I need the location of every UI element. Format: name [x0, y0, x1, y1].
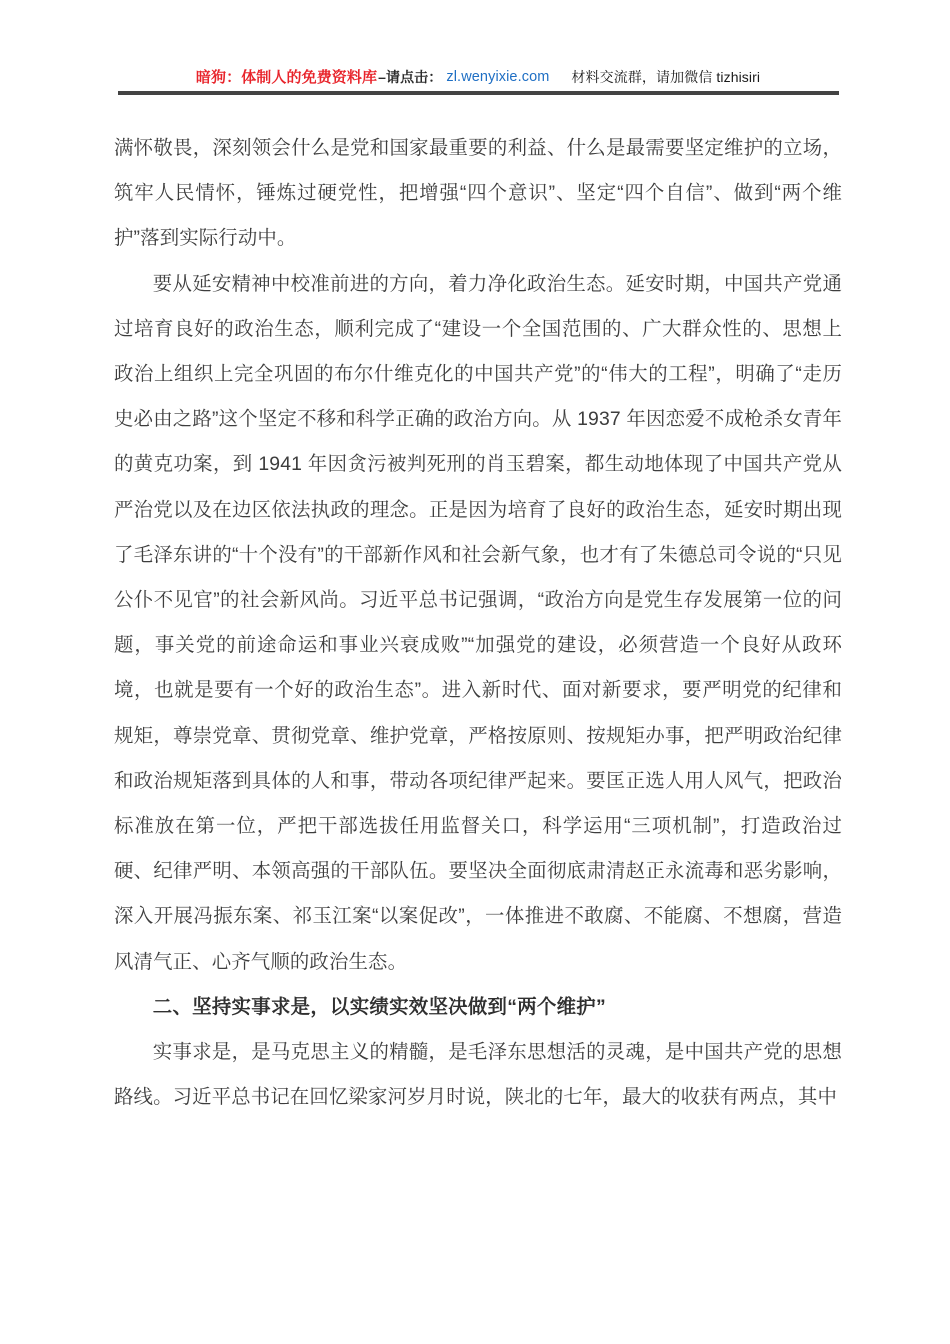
paragraph-continuation: 满怀敬畏，深刻领会什么是党和国家最重要的利益、什么是最需要坚定维护的立场，筑牢人民情怀，锤炼过硬党性，把增强“四个意识”、坚定“四个自信”、做到“两个维护”落到实际行动中。 — [114, 137, 842, 250]
paragraph-yanan-spirit: 要从延安精神中校准前进的方向，着力净化政治生态。延安时期，中国共产党通过培育良好的政治生态，顺利完成了“建设一个全国范围的、广大群众性的、思想上政治上组织上完全巩固的布尔什维克化的中国共产党”的“伟大的工程”，明确了“走历史必由之路”这个坚定不移和科学正确的政治方向。从 1937 年因恋爱不成枪杀女青年的黄克功案，到 1941 年因贪污被判死刑的肖玉碧案，都生动地体现了中国共产党从严治党以及在边区依法执政的理念。正是因为培育了良好的政治生态，延安时期出现了毛泽东讲的“十个没有”的干部新作风和社会新气象，也才有了朱德总司令说的“只见公仆不见官”的社会新风尚。习近平总书记强调，“政治方向是党生存发展第一位的问题，事关党的前途命运和事业兴衰成败”“加强党的建设，必须营造一个良好从政环境，也就是要有一个好的政治生态”。进入新时代、面对新要求，要严明党的纪律和规矩，尊崇党章、贯彻党章、维护党章，严格按原则、按规矩办事，把严明政治纪律和政治规矩落到具体的人和事，带动各项纪律严起来。要匡正选人用人风气，把政治标准放在第一位，严把干部选拔任用监督关口，科学运用“三项机制”，打造政治过硬、纪律严明、本领高强的干部队伍。要坚决全面彻底肃清赵正永流毒和恶劣影响，深入开展冯振东案、祁玉江案“以案促改”，一体推进不敢腐、不能腐、不想腐，营造风清气正、心齐气顺的政治生态。 — [114, 272, 842, 973]
section-heading-two: 二、坚持实事求是，以实绩实效坚决做到“两个维护” — [152, 995, 606, 1018]
promo-wechat-note: 材料交流群，请加微信 tizhisiri — [571, 69, 761, 85]
promo-click-label: –请点击： — [378, 69, 443, 85]
document-body — [114, 126, 842, 1120]
promo-banner — [118, 62, 838, 92]
header-divider — [118, 91, 839, 95]
promo-brand-label: 暗狗：体制人的免费资料库 — [195, 68, 378, 86]
paragraph-shishiqiushi: 实事求是，是马克思主义的精髓，是毛泽东思想活的灵魂，是中国共产党的思想路线。习近平总书记在回忆梁家河岁月时说，陕北的七年，最大的收获有两点，其中 — [114, 1041, 842, 1109]
promo-url-link[interactable]: zl.wenyixie.com — [446, 68, 550, 85]
